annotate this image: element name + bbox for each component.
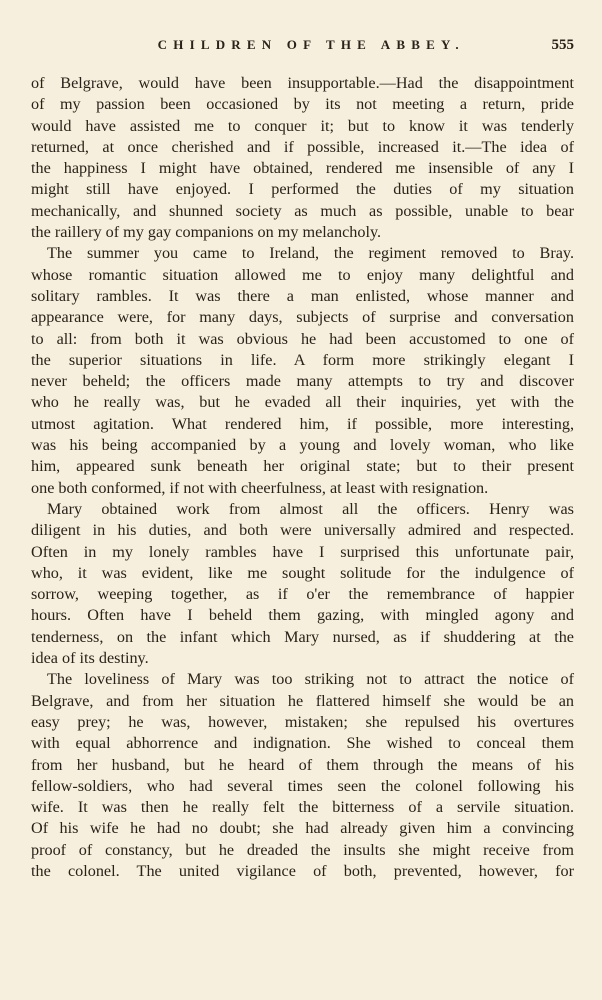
text-line: the superior situations in life. A form more strikingly elegant I — [31, 350, 574, 369]
running-title: CHILDREN OF THE ABBEY. — [157, 37, 465, 52]
text-line: Belgrave, and from her situation he flattered himself she would be an — [31, 691, 574, 710]
text-line: was his being accompanied by a young and lovely woman, who like — [31, 436, 574, 455]
text-line: utmost agitation. What rendered him, if possible, more interesting, — [31, 414, 574, 433]
text-line: diligent in his duties, and both were universally admired and respected. — [31, 521, 574, 540]
text-line: solitary rambles. It was there a man enlisted, whose manner and — [31, 286, 574, 305]
text-line: The loveliness of Mary was too striking not to attract the notice of — [47, 670, 574, 689]
text-line: wife. It was then he really felt the bitterness of a servile situation. — [31, 798, 574, 817]
body-text — [31, 73, 574, 882]
paragraph — [31, 669, 574, 882]
text-line: the happiness I might have obtained, rendered me insensible of any I — [31, 159, 574, 178]
text-line: never beheld; the officers made many attempts to try and discover — [31, 372, 574, 391]
text-line: him, appeared sunk beneath her original state; but to their present — [31, 457, 574, 476]
paragraph — [31, 499, 574, 669]
text-line: the colonel. The united vigilance of both, prevented, however, for — [31, 861, 574, 880]
page-header — [31, 37, 574, 73]
text-line: might still have enjoyed. I performed the duties of my situation — [31, 180, 574, 199]
text-line: one both conformed, if not with cheerfulness, at least with resignation. — [31, 478, 489, 497]
text-line: hours. Often have I beheld them gazing, with mingled agony and — [31, 606, 574, 625]
text-line: returned, at once cherished and if possible, increased it.—The idea of — [31, 137, 574, 156]
text-line: sorrow, weeping together, as if o'er the remembrance of happier — [31, 585, 574, 604]
text-line: fellow-soldiers, who had several times seen the colonel following his — [31, 776, 574, 795]
text-line: would have assisted me to conquer it; but to know it was tenderly — [31, 116, 574, 135]
paragraph — [31, 73, 574, 243]
text-line: with equal abhorrence and indignation. She wished to conceal them — [31, 734, 574, 753]
text-line: Mary obtained work from almost all the officers. Henry was — [47, 499, 574, 518]
text-line: of my passion been occasioned by its not meeting a return, pride — [31, 95, 574, 114]
text-line: Often in my lonely rambles have I surprised this unfortunate pair, — [31, 542, 574, 561]
text-line: to all: from both it was obvious he had been accustomed to one of — [31, 329, 574, 348]
text-line: who he really was, but he evaded all their inquiries, yet with the — [31, 393, 574, 412]
text-line: of Belgrave, would have been insupportable.—Had the disappointment — [31, 74, 574, 92]
text-line: tenderness, on the infant which Mary nursed, as if shuddering at the — [31, 627, 574, 646]
text-line: appearance were, for many days, subjects of surprise and conversation — [31, 308, 574, 327]
text-line: The summer you came to Ireland, the regiment removed to Bray. — [47, 244, 574, 263]
page-number: 555 — [551, 37, 574, 53]
text-line: proof of constancy, but he dreaded the insults she might receive from — [31, 840, 574, 859]
text-line: whose romantic situation allowed me to enjoy many delightful and — [31, 265, 574, 284]
text-line: idea of its destiny. — [31, 649, 149, 668]
text-line: mechanically, and shunned society as much as possible, unable to bear — [31, 201, 574, 220]
text-line: from her husband, but he heard of them through the means of his — [31, 755, 574, 774]
text-line: Of his wife he had no doubt; she had already given him a convincing — [31, 819, 574, 838]
text-line: the raillery of my gay companions on my melancholy. — [31, 223, 382, 242]
paragraph — [31, 243, 574, 499]
text-line: easy prey; he was, however, mistaken; she repulsed his overtures — [31, 712, 574, 731]
text-line: who, it was evident, like me sought solitude for the indulgence of — [31, 563, 574, 582]
